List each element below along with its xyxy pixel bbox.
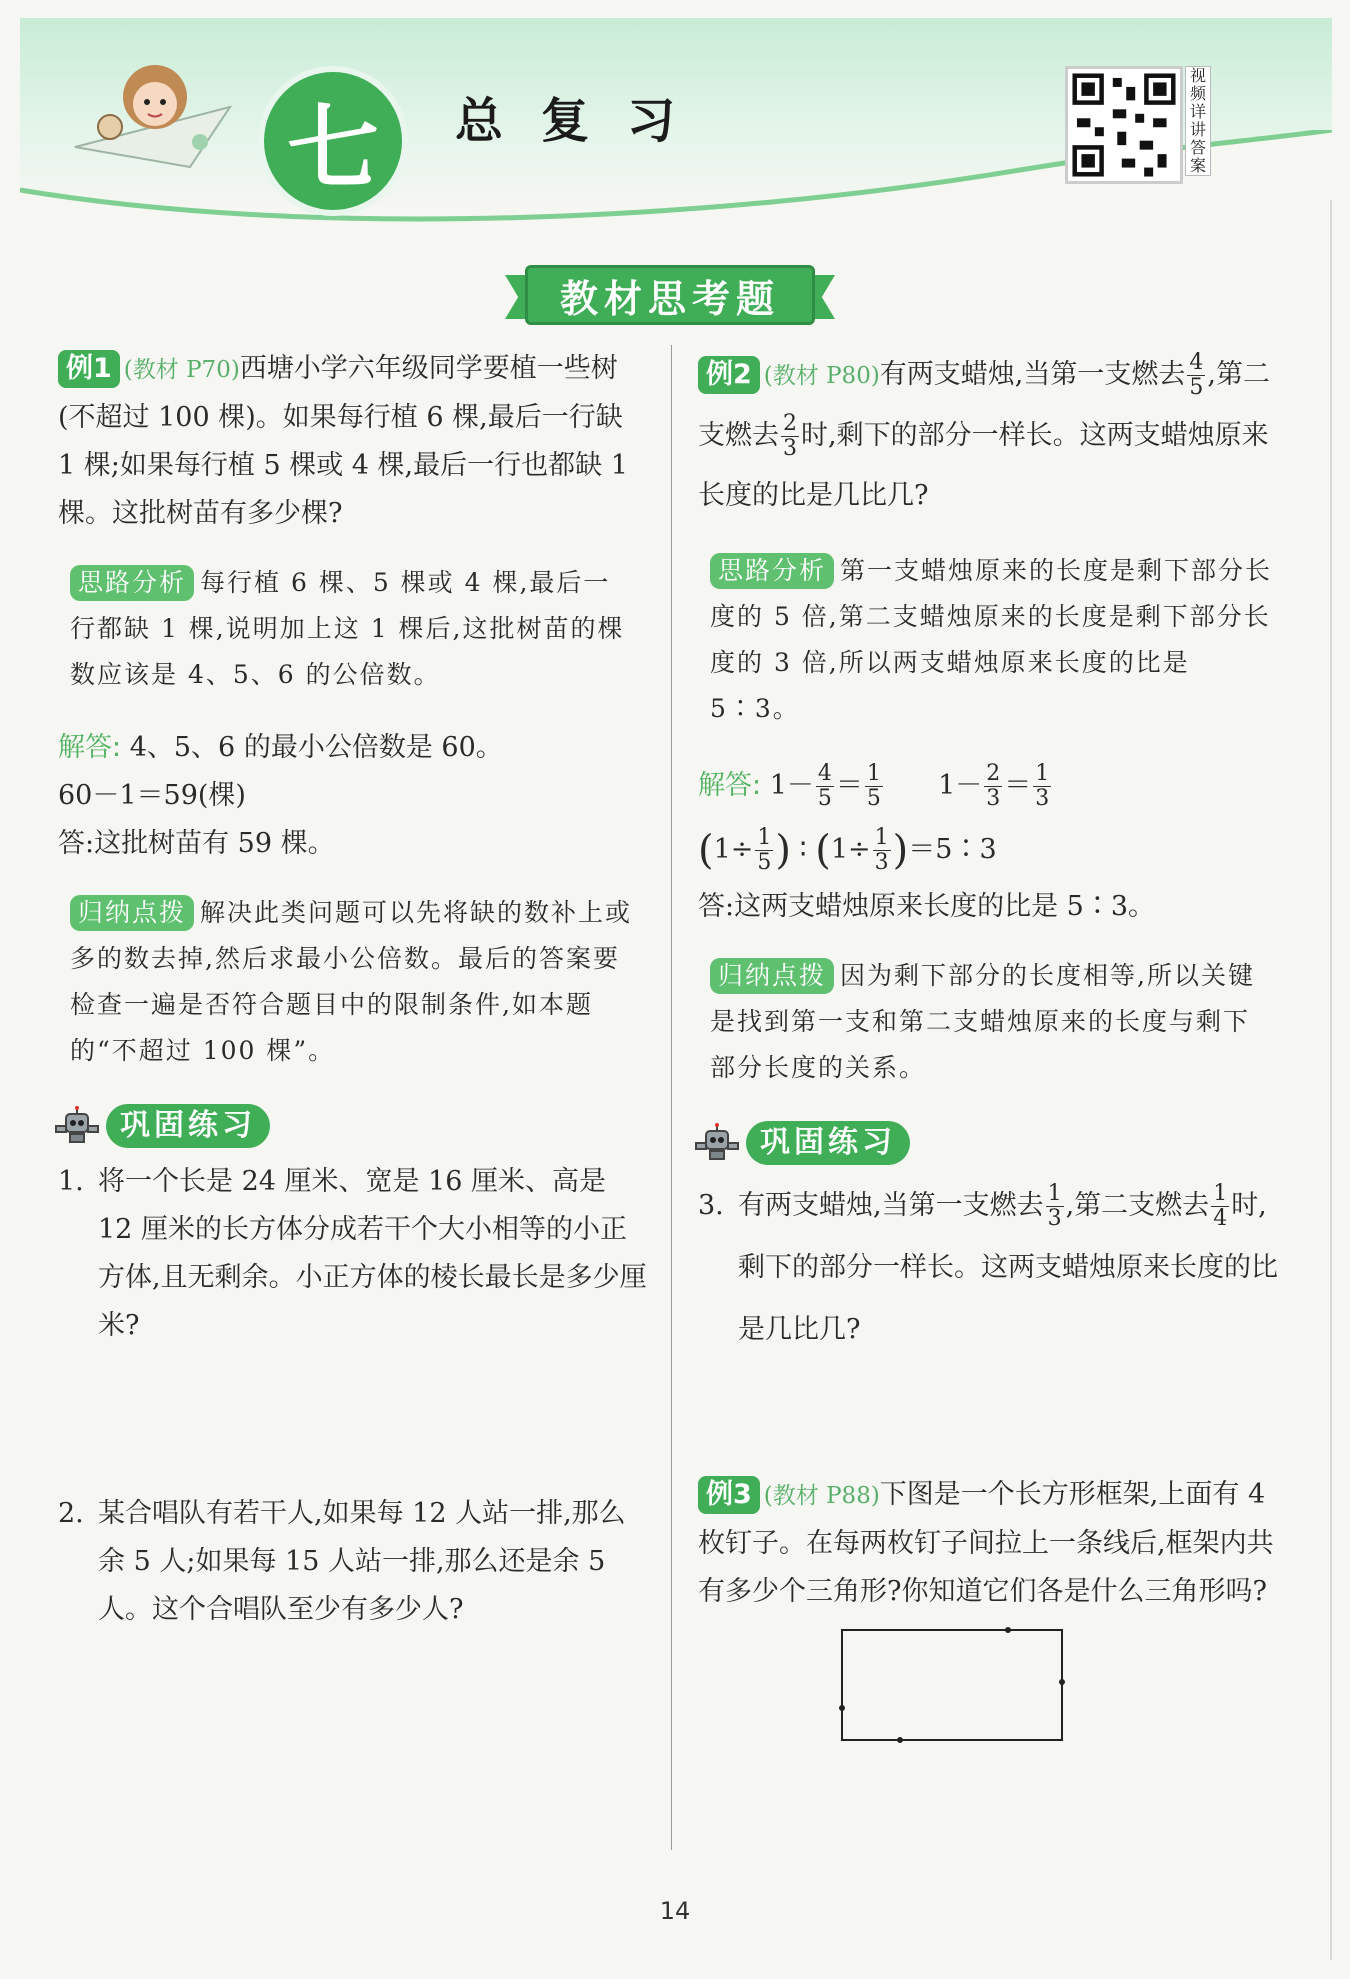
section-banner-title: 教材思考题 <box>525 265 815 325</box>
fraction <box>873 826 891 875</box>
example2-tag: 例2 <box>698 356 760 394</box>
practice-label: 巩固练习 <box>746 1121 910 1165</box>
calc-text: ∶ <box>799 834 807 865</box>
answer-line: 4、5、6 的最小公倍数是 60。 <box>129 732 503 763</box>
fraction <box>816 762 834 811</box>
example1-text: 西塘小学六年级同学要植一些树(不超过 100 棵)。如果每行植 6 棵,最后一行缺 1 棵;如果每行植 5 棵或 4 棵,最后一行也都缺 1 棵。这批树苗有多少棵? <box>58 353 628 529</box>
answer-label: 解答: <box>698 770 762 801</box>
mascot-illustration <box>70 52 240 172</box>
calc-text: ＝5∶3 <box>908 834 997 865</box>
calc-line <box>698 754 1288 818</box>
practice-header <box>52 1104 648 1148</box>
question-text: 将一个长是 24 厘米、宽是 16 厘米、高是 12 厘米的长方体分成若干个大小相等的小正方体,且无剩余。小正方体的棱长最长是多少厘米? <box>98 1166 647 1341</box>
question-text: 时,剩下的部分一样长。这两支蜡烛原来长度的比是几比几? <box>738 1189 1278 1345</box>
nail-dot <box>1059 1679 1065 1685</box>
fraction <box>1046 1182 1064 1231</box>
question-text: 某合唱队有若干人,如果每 12 人站一排,那么余 5 人;如果每 15 人站一排,那么还是余 5 人。这个合唱队至少有多少人? <box>98 1498 626 1625</box>
fraction <box>865 762 883 811</box>
answer-line: 答:这两支蜡烛原来长度的比是 5∶3。 <box>698 890 1156 922</box>
right-column <box>698 345 1288 1746</box>
robot-icon <box>692 1123 742 1163</box>
numerator: 1 <box>866 761 881 786</box>
summary-text: 解决此类问题可以先将缺的数补上或多的数去掉,然后求最小公倍数。最后的答案要检查一遍是否符合题目中的限制条件,如本题的“不超过 100 棵”。 <box>70 898 633 1065</box>
denominator: 3 <box>1047 1205 1062 1231</box>
page-edge <box>1330 200 1332 1960</box>
calc-text: ＝ <box>835 770 863 801</box>
example2-summary <box>698 949 1288 1095</box>
denominator: 3 <box>783 436 797 461</box>
denominator: 5 <box>1189 375 1204 400</box>
numerator: 1 <box>1035 761 1050 786</box>
calc-text: 1－ <box>938 770 983 801</box>
example3-question <box>698 1471 1288 1616</box>
example2-analysis <box>698 544 1288 736</box>
rectangle-frame-diagram <box>838 1626 1078 1746</box>
denominator: 3 <box>986 786 1001 811</box>
chapter-title: 总复习 <box>455 93 714 149</box>
practice-label: 巩固练习 <box>106 1104 270 1148</box>
fraction <box>1211 1182 1229 1231</box>
question-3 <box>698 1175 1288 1361</box>
numerator: 2 <box>986 761 1001 786</box>
denominator: 5 <box>757 850 772 875</box>
chapter-number: 七 <box>258 66 408 216</box>
numerator: 4 <box>1189 350 1204 375</box>
example1-answer <box>58 724 648 868</box>
summary-tag: 归纳点拨 <box>710 958 834 994</box>
denominator: 5 <box>817 786 832 811</box>
analysis-text: 每行植 6 棵、5 棵或 4 棵,最后一行都缺 1 棵,说明加上这 1 棵后,这批树苗的棵数应该是 4、5、6 的公倍数。 <box>70 568 625 689</box>
numerator: 1 <box>1047 1180 1062 1206</box>
denominator: 4 <box>1213 1205 1228 1231</box>
example1-tag: 例1 <box>58 350 120 388</box>
example1-analysis <box>58 556 648 702</box>
left-column <box>58 345 648 1634</box>
analysis-text: 第一支蜡烛原来的长度是剩下部分长度的 5 倍,第二支蜡烛原来的长度是剩下部分长度的 3 倍,所以两支蜡烛原来长度的比是 5∶3。 <box>710 556 1273 723</box>
qr-code-icon[interactable] <box>1065 66 1183 184</box>
question-number: 2. <box>58 1498 84 1529</box>
robot-icon <box>52 1106 102 1146</box>
practice-header <box>692 1121 1288 1165</box>
page-number: 14 <box>659 1897 691 1925</box>
example2-question <box>698 345 1288 526</box>
example2-answer <box>698 754 1288 931</box>
column-divider <box>671 345 672 1850</box>
numerator: 1 <box>874 825 889 850</box>
fraction <box>984 762 1002 811</box>
calc-text: 1÷ <box>713 834 754 865</box>
numerator: 1 <box>1213 1180 1228 1206</box>
nail-dot <box>897 1737 903 1743</box>
question-text: ,第二支燃去 <box>1065 1189 1210 1221</box>
numerator: 2 <box>783 411 797 436</box>
denominator: 3 <box>874 850 889 875</box>
question-number: 1. <box>58 1166 84 1197</box>
numerator: 1 <box>757 825 772 850</box>
question-number: 3. <box>698 1189 724 1221</box>
example2-text: ,第二支燃去 <box>698 359 1270 451</box>
summary-tag: 归纳点拨 <box>70 895 194 931</box>
example3-source: (教材 P88) <box>763 1482 880 1509</box>
example1-question <box>58 345 648 538</box>
example2-text: 有两支蜡烛,当第一支燃去 <box>879 359 1186 390</box>
question-1 <box>58 1158 648 1350</box>
answer-line: 答:这批树苗有 59 棵。 <box>58 828 335 859</box>
example2-text: 时,剩下的部分一样长。这两支蜡烛原来长度的比是几比几? <box>698 420 1269 511</box>
summary-text: 因为剩下部分的长度相等,所以关键是找到第一支和第二支蜡烛原来的长度与剩下部分长度的关系。 <box>710 960 1255 1082</box>
fraction <box>1033 762 1051 811</box>
example2-source: (教材 P80) <box>763 363 880 389</box>
answer-label: 解答: <box>58 732 122 763</box>
question-text: 有两支蜡烛,当第一支燃去 <box>738 1189 1044 1221</box>
qr-caption: 视频详讲答案 <box>1185 66 1211 176</box>
fraction <box>781 412 799 461</box>
nail-dot <box>839 1705 845 1711</box>
numerator: 4 <box>817 761 832 786</box>
question-2 <box>58 1490 648 1634</box>
fraction <box>1187 351 1205 400</box>
calc-text: 1－ <box>769 770 814 801</box>
ratio-line: (1÷ $\frac{1}{5}$ ) ∶ (1÷ $\frac{1}{3}$ )＝5∶3 <box>698 825 997 875</box>
analysis-tag: 思路分析 <box>70 565 194 601</box>
fraction <box>755 826 773 875</box>
denominator: 5 <box>866 786 881 811</box>
calc-text: 1÷ <box>830 834 871 865</box>
example3-tag: 例3 <box>698 1476 760 1514</box>
nail-dot <box>1005 1627 1011 1633</box>
calc-text: ＝ <box>1004 770 1032 801</box>
denominator: 3 <box>1035 786 1050 811</box>
section-banner <box>505 265 835 327</box>
example1-summary <box>58 886 648 1078</box>
example3-text: 下图是一个长方形框架,上面有 4 枚钉子。在每两枚钉子间拉上一条线后,框架内共有多少个三角形?你知道它们各是什么三角形吗? <box>698 1478 1274 1607</box>
analysis-tag: 思路分析 <box>710 553 834 589</box>
example1-source: (教材 P70) <box>123 357 240 383</box>
answer-line: 60－1＝59(棵) <box>58 780 246 811</box>
